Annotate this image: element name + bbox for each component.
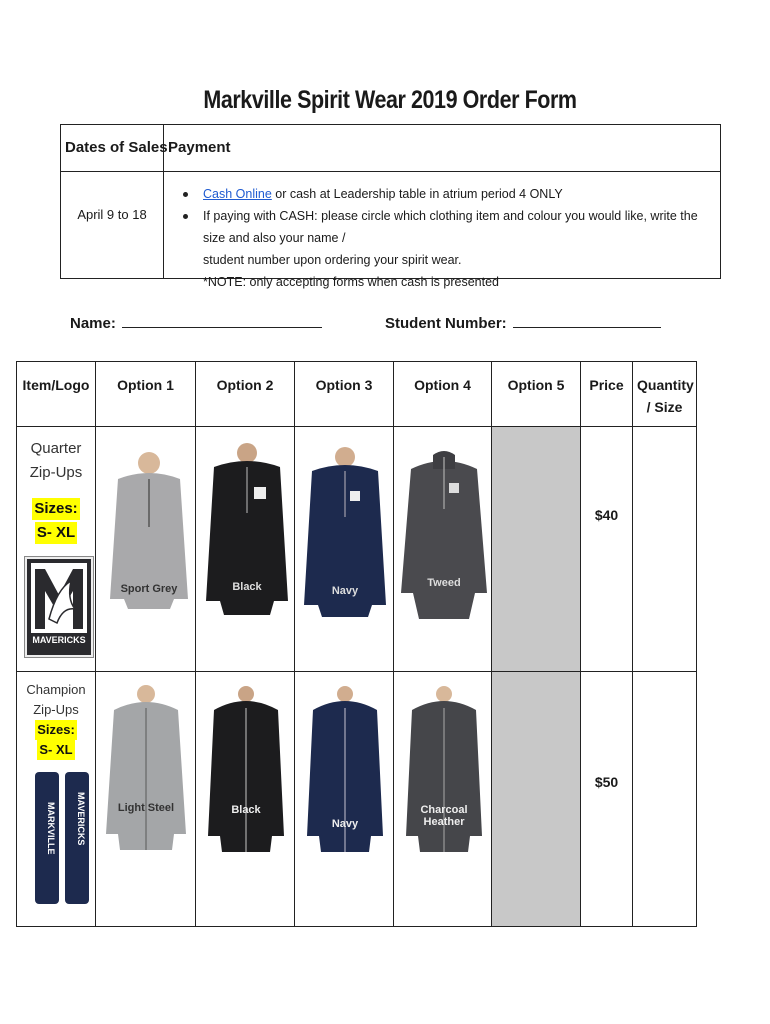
- quarter-zip-black: [204, 441, 290, 621]
- colour-label: Navy: [331, 585, 359, 597]
- sleeve-text: MARKVILLE: [46, 802, 56, 855]
- cash-instructions-line2: student number upon ordering your spirit wear.: [203, 253, 462, 267]
- option-5-empty-cell: [491, 426, 581, 672]
- quarter-zip-navy: [302, 445, 388, 621]
- payment-note-text: *NOTE: only accepting forms when cash is presented: [203, 275, 499, 289]
- sales-dates: April 9 to 18: [77, 207, 147, 222]
- sizes-range: S- XL: [35, 522, 77, 544]
- zip-hoodie-icon: [206, 686, 286, 852]
- item-name-line1: Champion: [26, 682, 86, 697]
- zip-hoodie-black: [206, 686, 286, 852]
- dates-of-sales-header: Dates of Sales: [65, 139, 168, 156]
- quantity-size-cell[interactable]: [632, 671, 697, 927]
- colour-label: Black: [231, 804, 261, 816]
- header-option-4: Option 4: [393, 361, 492, 427]
- option-cell[interactable]: [195, 671, 295, 927]
- payment-bullet-continued: [181, 249, 711, 271]
- page-title: Markville Spirit Wear 2019 Order Form: [203, 86, 577, 114]
- payment-header: Payment: [168, 139, 231, 156]
- quantity-size-cell[interactable]: [632, 426, 697, 672]
- payment-bullet: [181, 183, 711, 205]
- header-option-1: Option 1: [95, 361, 196, 427]
- option-cell[interactable]: [294, 426, 394, 672]
- header-quantity-size: Quantity / Size: [632, 361, 697, 427]
- student-number-field-row: [385, 313, 661, 332]
- sizes-label: Sizes:: [35, 720, 77, 740]
- bullet-icon: [183, 214, 188, 219]
- payment-bullet-text: or cash at Leadership table in atrium period 4 ONLY: [271, 187, 563, 201]
- header-price: Price: [580, 361, 633, 427]
- sizes-range: S- XL: [37, 740, 74, 760]
- option-cell[interactable]: [195, 426, 295, 672]
- student-number-label: Student Number:: [385, 315, 507, 332]
- price-cell: $50: [580, 671, 633, 927]
- sweatpants-image: [31, 772, 91, 904]
- cash-instructions-line1: If paying with CASH: please circle which clothing item and colour you would like, write the size and also your name /: [203, 209, 698, 245]
- payment-instructions: [181, 183, 711, 293]
- item-name-line2: Zip-Ups: [33, 702, 79, 717]
- colour-label: Light Steel: [117, 802, 175, 814]
- quarter-zip-sport-grey: [108, 449, 190, 619]
- sales-info-table: [60, 124, 721, 289]
- option-cell[interactable]: [393, 671, 492, 927]
- item-cell-champion-zip: [16, 671, 96, 927]
- price-cell: $40: [580, 426, 633, 672]
- item-cell-quarter-zip: [16, 426, 96, 672]
- logo-text: MAVERICKS: [32, 635, 86, 645]
- header-option-5: Option 5: [491, 361, 581, 427]
- name-label: Name:: [70, 315, 116, 332]
- header-item-logo: Item/Logo: [16, 361, 96, 427]
- option-cell[interactable]: [294, 671, 394, 927]
- header-option-3: Option 3: [294, 361, 394, 427]
- payment-note: [181, 271, 711, 293]
- option-cell[interactable]: [95, 671, 196, 927]
- colour-label: Navy: [331, 818, 359, 830]
- zip-hoodie-icon: [104, 684, 188, 850]
- bullet-icon: [183, 192, 188, 197]
- cash-online-link[interactable]: Cash Online: [203, 187, 272, 201]
- payment-bullet: [181, 205, 711, 249]
- zip-hoodie-navy: [305, 686, 385, 852]
- sizes-label: Sizes:: [32, 498, 79, 520]
- student-number-blank-line[interactable]: [513, 313, 661, 328]
- item-name-line1: Quarter: [30, 440, 82, 457]
- colour-label: Black: [232, 581, 262, 593]
- quarter-zip-icon: [204, 441, 290, 621]
- name-blank-line[interactable]: [122, 313, 322, 328]
- colour-label: Sport Grey: [120, 583, 178, 595]
- option-cell[interactable]: [393, 426, 492, 672]
- colour-label: Tweed: [427, 577, 461, 589]
- quarter-zip-tweed: [399, 443, 489, 627]
- zip-hoodie-light-steel: [104, 684, 188, 850]
- colour-label: Charcoal Heather: [420, 804, 468, 828]
- mavericks-logo: [25, 557, 93, 657]
- option-5-empty-cell: [491, 671, 581, 927]
- sleeve-text: MAVERICKS: [76, 792, 86, 846]
- divider: [61, 171, 720, 172]
- option-cell[interactable]: [95, 426, 196, 672]
- name-field-row: [70, 313, 322, 332]
- item-name-line2: Zip-Ups: [29, 464, 83, 481]
- header-option-2: Option 2: [195, 361, 295, 427]
- zip-hoodie-charcoal-heather: [404, 686, 484, 852]
- quarter-zip-icon: [399, 443, 489, 627]
